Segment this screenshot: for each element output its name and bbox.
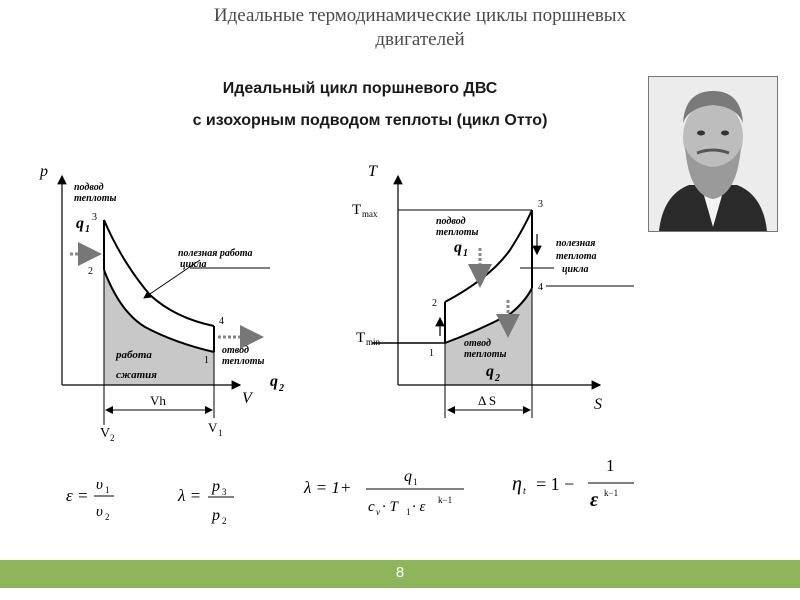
ts-useful-label2: теплота [556,251,597,262]
formula-eps-den: υ [96,504,103,520]
formula-eps-num-sub: 1 [105,485,110,495]
pv-heat-out-label1: отвод [222,345,249,356]
pv-point4: 4 [219,316,224,327]
ts-diagram [352,163,634,418]
ts-q1-label: q [454,239,462,256]
pv-diagram [39,163,284,443]
ts-heat-out-label2: теплоты [464,349,507,360]
formula-lam-lhs: λ = [178,486,202,505]
pv-q1-label: q [76,215,84,232]
pv-q2-label: q [270,373,278,390]
ts-ds-label: Δ S [478,393,497,408]
pv-q2-sub: 2 [279,383,284,394]
formula-eta-sub: t [523,486,526,497]
ts-tmax-label: T [352,202,362,218]
ts-heat-in-label1: подвод [436,216,466,227]
pv-vh-label: Vh [150,393,166,408]
pv-q1-sub: 1 [85,224,90,235]
pv-v2-label: V [100,426,111,441]
pv-v2-sub: 2 [110,433,115,443]
formula-eps-den-sub: 2 [105,512,110,522]
formula-lam2-den-b-sub: 1 [406,507,411,517]
pv-v1-label: V [208,420,218,435]
slide-title-line2: двигателей [375,29,465,50]
formula-lam2-num: q [404,468,412,485]
formula-eta: η [512,473,522,495]
formula-eps-lhs: ε = [66,486,89,505]
ts-useful-label3: цикла [562,264,589,275]
formula-lam-den-sub: 2 [222,516,227,526]
formula-eps-num: υ [96,477,103,493]
ts-heat-out-label1: отвод [464,338,491,349]
ts-heat-in-label2: теплоты [436,227,479,238]
ts-tmin-label: T [356,330,366,346]
pv-axis-p-label: p [40,163,48,180]
pv-v1-sub: 1 [218,428,223,438]
ts-point4: 4 [538,282,543,293]
pv-point2: 2 [88,266,93,277]
pv-useful-label2: цикла [180,259,207,270]
formula-eta-rhs: = 1 − [536,474,575,494]
formula-lam2-den-a-sub: v [376,507,380,517]
formula-lam-den: p [212,507,220,524]
pv-comp-label1: работа [116,349,152,361]
formula-lam2-den-c: · ε [412,499,426,515]
pv-comp-label2: сжатия [116,369,157,381]
formula-eta-den-sup: k−1 [604,488,619,498]
formulas [66,456,634,526]
ts-q1-sub: 1 [463,248,468,259]
pv-heat-out-label2: теплоты [222,356,265,367]
pv-useful-label1: полезная работа [178,248,253,259]
subtitle-line1: Идеальный цикл поршневого ДВС [222,80,498,97]
subtitle-line2: с изохорным подводом теплоты (цикл Отто) [192,112,548,129]
pv-useful-leader [144,260,270,298]
pv-point1: 1 [204,355,209,366]
ts-axis-s-label: S [594,396,602,413]
formula-eta-num: 1 [606,456,615,475]
ts-tmin-sub: min [366,337,381,347]
ts-axis-t-label: T [368,163,377,180]
ts-q2-sub: 2 [495,373,500,384]
formula-lam2-num-sub: 1 [413,477,418,487]
ts-point2: 2 [432,298,437,309]
pv-point3: 3 [92,212,97,223]
footer-bar [0,560,800,588]
slide-title-line1: Идеальные термодинамические циклы поршневых [213,5,627,26]
formula-lam2-den-b: · T [382,499,398,515]
formula-lam-num-sub: 3 [222,487,227,497]
ts-point1: 1 [429,348,434,359]
pv-heat-in-label1: подвод [74,182,104,193]
ts-point3: 3 [538,199,543,210]
page-number: 8 [395,564,405,581]
formula-lam-num: p [212,478,220,495]
formula-lam2-lhs: λ = 1+ [304,478,352,497]
ts-q2-label: q [486,363,494,380]
ts-tmax-sub: max [362,209,378,219]
ts-useful-label1: полезная [556,238,596,249]
pv-axis-v-label: V [242,390,252,407]
formula-eta-den: ε [590,489,599,511]
formula-lam2-den-a: c [368,499,375,515]
formula-lam2-den-c-sup: k−1 [438,495,453,505]
pv-heat-in-label2: теплоты [74,193,117,204]
